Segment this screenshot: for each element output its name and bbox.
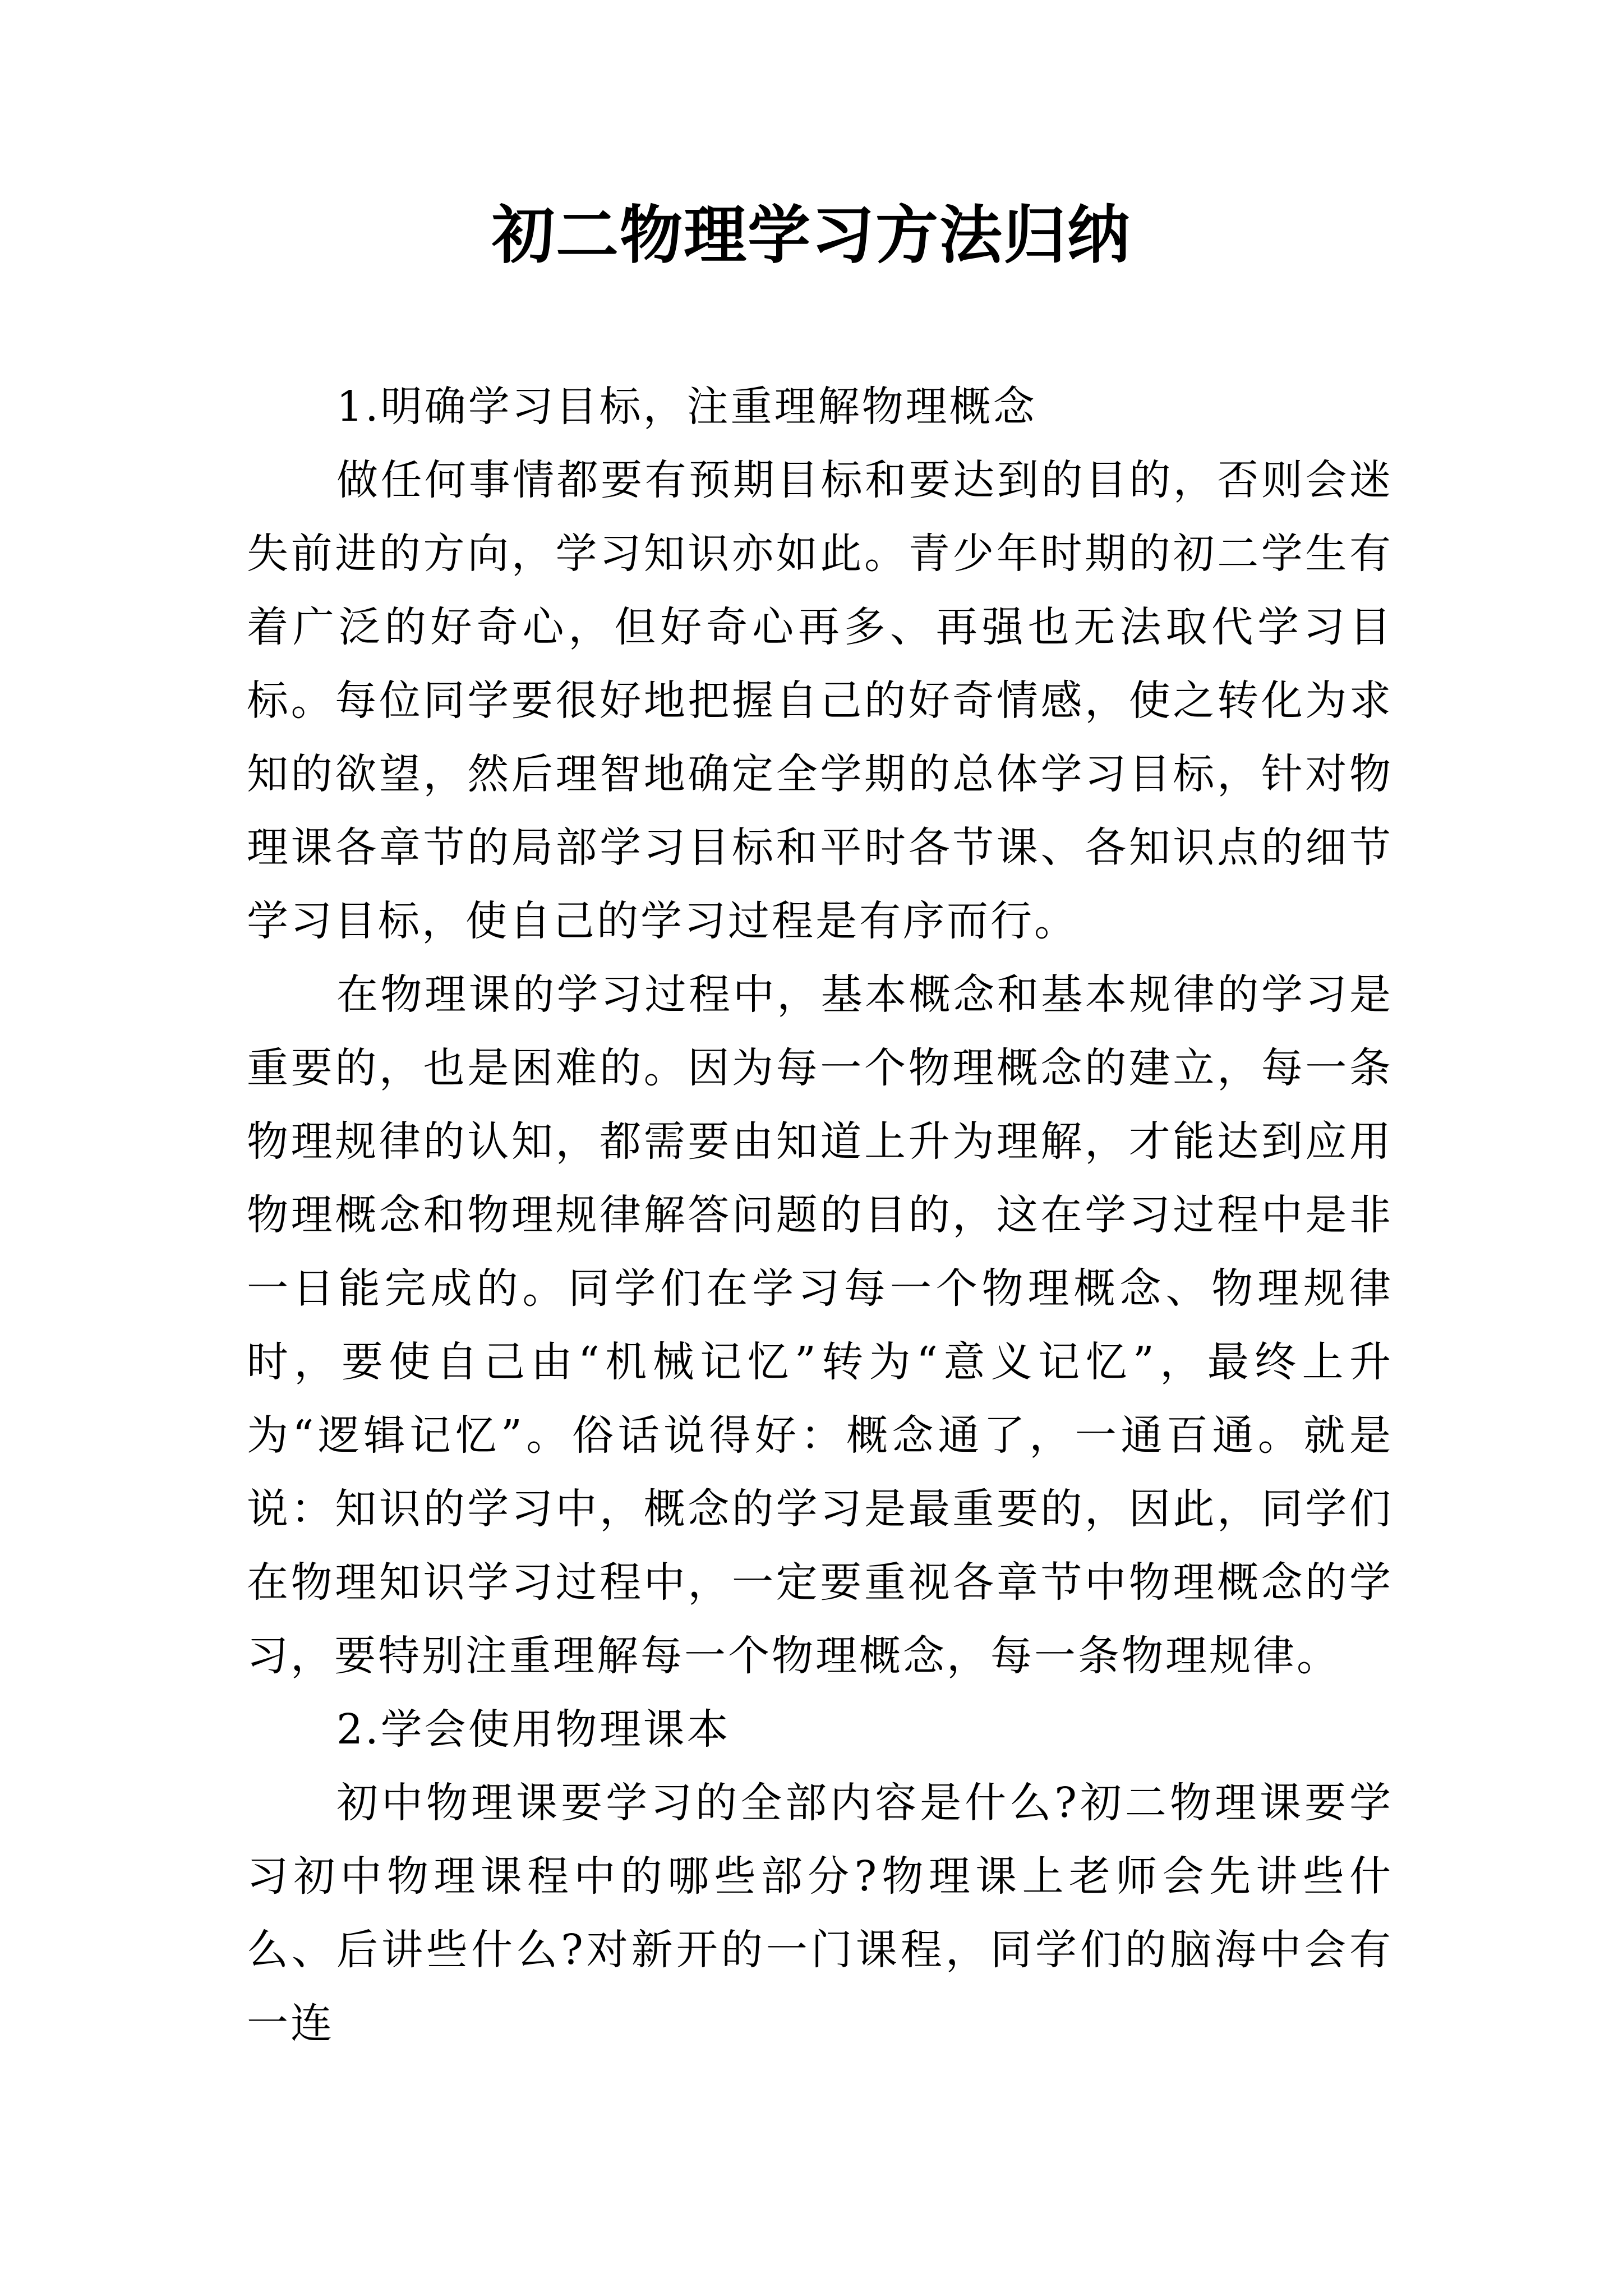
document-body — [247, 370, 1393, 2060]
section-heading-1: 1.明确学习目标，注重理解物理概念 — [336, 383, 1037, 431]
paragraph-1: 做任何事情都要有预期目标和要达到的目的，否则会迷失前进的方向，学习知识亦如此。青少年时期的初二学生有着广泛的好奇心，但好奇心再多、再强也无法取代学习目标。每位同学要很好地把握自己的好奇情感，使之转化为求知的欲望，然后理智地确定全学期的总体学习目标，针对物理课各章节的局部学习目标和平时各节课、各知识点的细节学习目标，使自己的学习过程是有序而行。 — [247, 456, 1393, 945]
document-title: 初二物理学习方法归纳 — [492, 199, 1131, 272]
paragraph-3: 初中物理课要学习的全部内容是什么?初二物理课要学习初中物理课程中的哪些部分?物理课上老师会先讲些什么、后讲些什么?对新开的一门课程，同学们的脑海中会有一连 — [247, 1779, 1393, 2047]
paragraph-2: 在物理课的学习过程中，基本概念和基本规律的学习是重要的，也是困难的。因为每一个物理概念的建立，每一条物理规律的认知，都需要由知道上升为理解，才能达到应用物理概念和物理规律解答问题的目的，这在学习过程中是非一日能完成的。同学们在学习每一个物理概念、物理规律时，要使自己由“机械记忆”转为“意义记忆”，最终上升为“逻辑记忆”。俗话说得好：概念通了，一通百通。就是说：知识的学习中，概念的学习是最重要的，因此，同学们在物理知识学习过程中，一定要重视各章节中物理概念的学习，要特别注重理解每一个物理概念，每一条物理规律。 — [247, 970, 1393, 1680]
section-heading-2: 2.学会使用物理课本 — [336, 1705, 731, 1754]
